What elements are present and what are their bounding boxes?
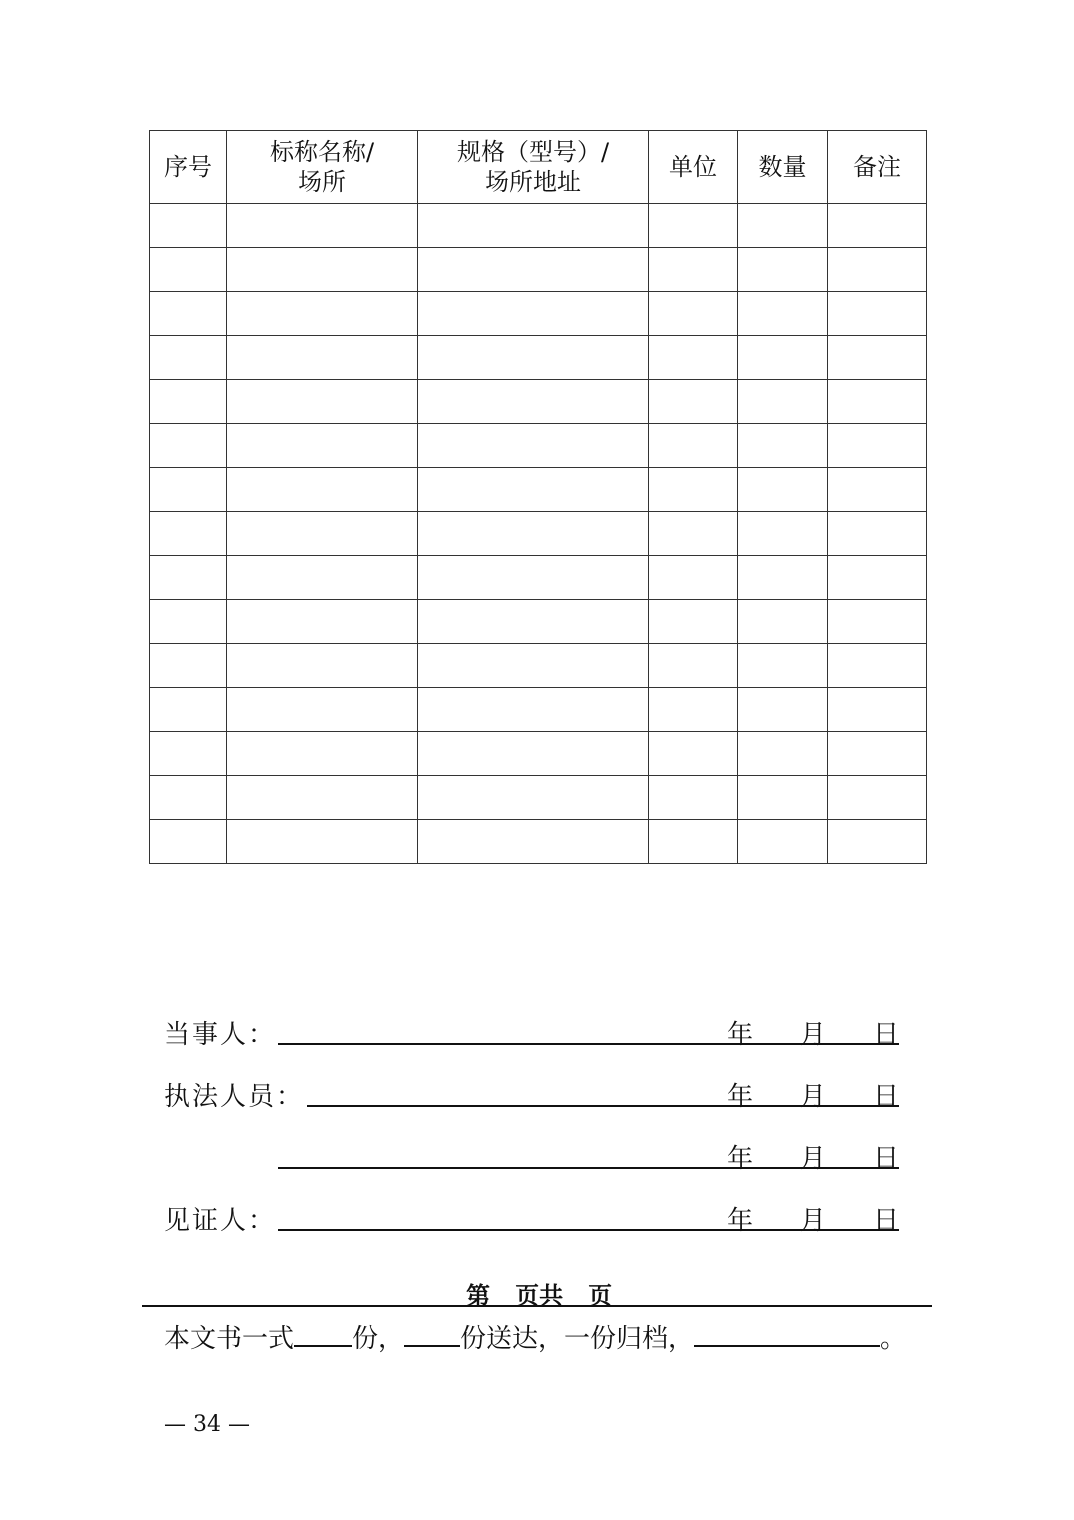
cell-spec[interactable]	[418, 820, 649, 864]
cell-unit[interactable]	[649, 292, 738, 336]
cell-quantity[interactable]	[738, 424, 828, 468]
table-row	[150, 820, 927, 864]
cell-quantity[interactable]	[738, 248, 828, 292]
cell-serial[interactable]	[150, 600, 227, 644]
cell-remarks[interactable]	[828, 556, 927, 600]
cell-quantity[interactable]	[738, 380, 828, 424]
cell-name[interactable]	[227, 732, 418, 776]
cell-serial[interactable]	[150, 732, 227, 776]
table-body	[150, 204, 927, 864]
cell-unit[interactable]	[649, 424, 738, 468]
table-header-row	[150, 131, 927, 204]
items-table	[149, 130, 927, 864]
officer2-date-year: 年	[727, 1144, 754, 1174]
cell-unit[interactable]	[649, 776, 738, 820]
officer1-date-day: 日	[873, 1082, 900, 1112]
party-date-month: 月	[800, 1020, 827, 1050]
table-row	[150, 732, 927, 776]
header-serial-number: 序号	[150, 131, 227, 204]
cell-name[interactable]	[227, 248, 418, 292]
table-row	[150, 248, 927, 292]
table-row	[150, 776, 927, 820]
cell-name[interactable]	[227, 820, 418, 864]
cell-unit[interactable]	[649, 468, 738, 512]
cell-spec[interactable]	[418, 556, 649, 600]
officer2-date-day: 日	[873, 1144, 900, 1174]
cell-serial[interactable]	[150, 380, 227, 424]
table-row	[150, 380, 927, 424]
copies-statement	[164, 1318, 906, 1355]
footer-divider	[142, 1305, 932, 1307]
cell-serial[interactable]	[150, 556, 227, 600]
cell-name[interactable]	[227, 204, 418, 248]
cell-remarks[interactable]	[828, 600, 927, 644]
officer-label: 执法人员：	[164, 1082, 305, 1112]
cell-remarks[interactable]	[828, 292, 927, 336]
cell-spec[interactable]	[418, 688, 649, 732]
cell-name[interactable]	[227, 688, 418, 732]
cell-serial[interactable]	[150, 204, 227, 248]
table-row	[150, 688, 927, 732]
cell-unit[interactable]	[649, 820, 738, 864]
cell-spec[interactable]	[418, 644, 649, 688]
cell-unit[interactable]	[649, 732, 738, 776]
officer1-date-month: 月	[800, 1082, 827, 1112]
header-name-line2: 场所	[298, 168, 346, 196]
cell-name[interactable]	[227, 380, 418, 424]
copies-text-1: 本文书一式	[164, 1324, 295, 1354]
cell-remarks[interactable]	[828, 512, 927, 556]
cell-spec[interactable]	[418, 732, 649, 776]
header-quantity: 数量	[738, 131, 828, 204]
copies-text-2: 份，	[352, 1324, 405, 1354]
cell-name[interactable]	[227, 512, 418, 556]
cell-spec[interactable]	[418, 292, 649, 336]
officer2-date-month: 月	[800, 1144, 827, 1174]
cell-quantity[interactable]	[738, 644, 828, 688]
cell-serial[interactable]	[150, 776, 227, 820]
party-date-day: 日	[873, 1020, 900, 1050]
cell-quantity[interactable]	[738, 600, 828, 644]
cell-serial[interactable]	[150, 292, 227, 336]
cell-quantity[interactable]	[738, 732, 828, 776]
cell-remarks[interactable]	[828, 380, 927, 424]
cell-remarks[interactable]	[828, 820, 927, 864]
witness-date-year: 年	[727, 1206, 754, 1236]
cell-serial[interactable]	[150, 468, 227, 512]
cell-name[interactable]	[227, 336, 418, 380]
table-row	[150, 468, 927, 512]
cell-remarks[interactable]	[828, 468, 927, 512]
cell-quantity[interactable]	[738, 512, 828, 556]
copies-text-end: 。	[880, 1324, 907, 1354]
witness-date-month: 月	[800, 1206, 827, 1236]
cell-remarks[interactable]	[828, 688, 927, 732]
cell-unit[interactable]	[649, 600, 738, 644]
cell-spec[interactable]	[418, 336, 649, 380]
table-row	[150, 556, 927, 600]
cell-unit[interactable]	[649, 204, 738, 248]
cell-quantity[interactable]	[738, 292, 828, 336]
cell-remarks[interactable]	[828, 336, 927, 380]
cell-quantity[interactable]	[738, 688, 828, 732]
cell-unit[interactable]	[649, 380, 738, 424]
table-row	[150, 644, 927, 688]
cell-unit[interactable]	[649, 336, 738, 380]
cell-unit[interactable]	[649, 644, 738, 688]
header-name-line1: 标称名称/	[269, 138, 375, 166]
cell-unit[interactable]	[649, 512, 738, 556]
cell-name[interactable]	[227, 556, 418, 600]
cell-quantity[interactable]	[738, 556, 828, 600]
cell-unit[interactable]	[649, 556, 738, 600]
witness-date-day: 日	[873, 1206, 900, 1236]
cell-serial[interactable]	[150, 820, 227, 864]
cell-quantity[interactable]	[738, 336, 828, 380]
party-label: 当事人：	[164, 1020, 277, 1050]
cell-quantity[interactable]	[738, 204, 828, 248]
delivered-copies-blank[interactable]	[404, 1321, 460, 1347]
cell-serial[interactable]	[150, 512, 227, 556]
cell-spec[interactable]	[418, 380, 649, 424]
cell-serial[interactable]	[150, 424, 227, 468]
cell-spec[interactable]	[418, 776, 649, 820]
table-row	[150, 292, 927, 336]
cell-quantity[interactable]	[738, 776, 828, 820]
cell-serial[interactable]	[150, 644, 227, 688]
cell-spec[interactable]	[418, 248, 649, 292]
officer1-date-year: 年	[727, 1082, 754, 1112]
cell-serial[interactable]	[150, 248, 227, 292]
header-name-place	[227, 131, 418, 204]
cell-spec[interactable]	[418, 600, 649, 644]
cell-unit[interactable]	[649, 248, 738, 292]
cell-spec[interactable]	[418, 204, 649, 248]
cell-name[interactable]	[227, 644, 418, 688]
table-row	[150, 424, 927, 468]
witness-label: 见证人：	[164, 1206, 277, 1236]
header-remarks: 备注	[828, 131, 927, 204]
table-row	[150, 512, 927, 556]
header-unit: 单位	[649, 131, 738, 204]
cell-name[interactable]	[227, 600, 418, 644]
archive-note-blank[interactable]	[694, 1321, 880, 1347]
header-spec-line2: 场所地址	[485, 168, 581, 196]
header-spec-address	[418, 131, 649, 204]
header-spec-line1: 规格（型号）/	[456, 138, 610, 166]
table-row	[150, 204, 927, 248]
cell-remarks[interactable]	[828, 248, 927, 292]
party-date-year: 年	[727, 1020, 754, 1050]
cell-remarks[interactable]	[828, 732, 927, 776]
cell-remarks[interactable]	[828, 644, 927, 688]
cell-remarks[interactable]	[828, 424, 927, 468]
cell-name[interactable]	[227, 468, 418, 512]
page-counter: 第 页共 页	[466, 1281, 613, 1310]
cell-spec[interactable]	[418, 424, 649, 468]
cell-name[interactable]	[227, 776, 418, 820]
cell-name[interactable]	[227, 424, 418, 468]
table-row	[150, 600, 927, 644]
copies-text-3: 份送达，一份归档，	[460, 1324, 695, 1354]
page-number: — 34 —	[164, 1412, 250, 1437]
cell-name[interactable]	[227, 292, 418, 336]
cell-quantity[interactable]	[738, 468, 828, 512]
cell-serial[interactable]	[150, 336, 227, 380]
cell-unit[interactable]	[649, 688, 738, 732]
table-row	[150, 336, 927, 380]
cell-remarks[interactable]	[828, 776, 927, 820]
cell-spec[interactable]	[418, 468, 649, 512]
cell-quantity[interactable]	[738, 820, 828, 864]
total-copies-blank[interactable]	[294, 1321, 352, 1347]
cell-spec[interactable]	[418, 512, 649, 556]
cell-remarks[interactable]	[828, 204, 927, 248]
cell-serial[interactable]	[150, 688, 227, 732]
